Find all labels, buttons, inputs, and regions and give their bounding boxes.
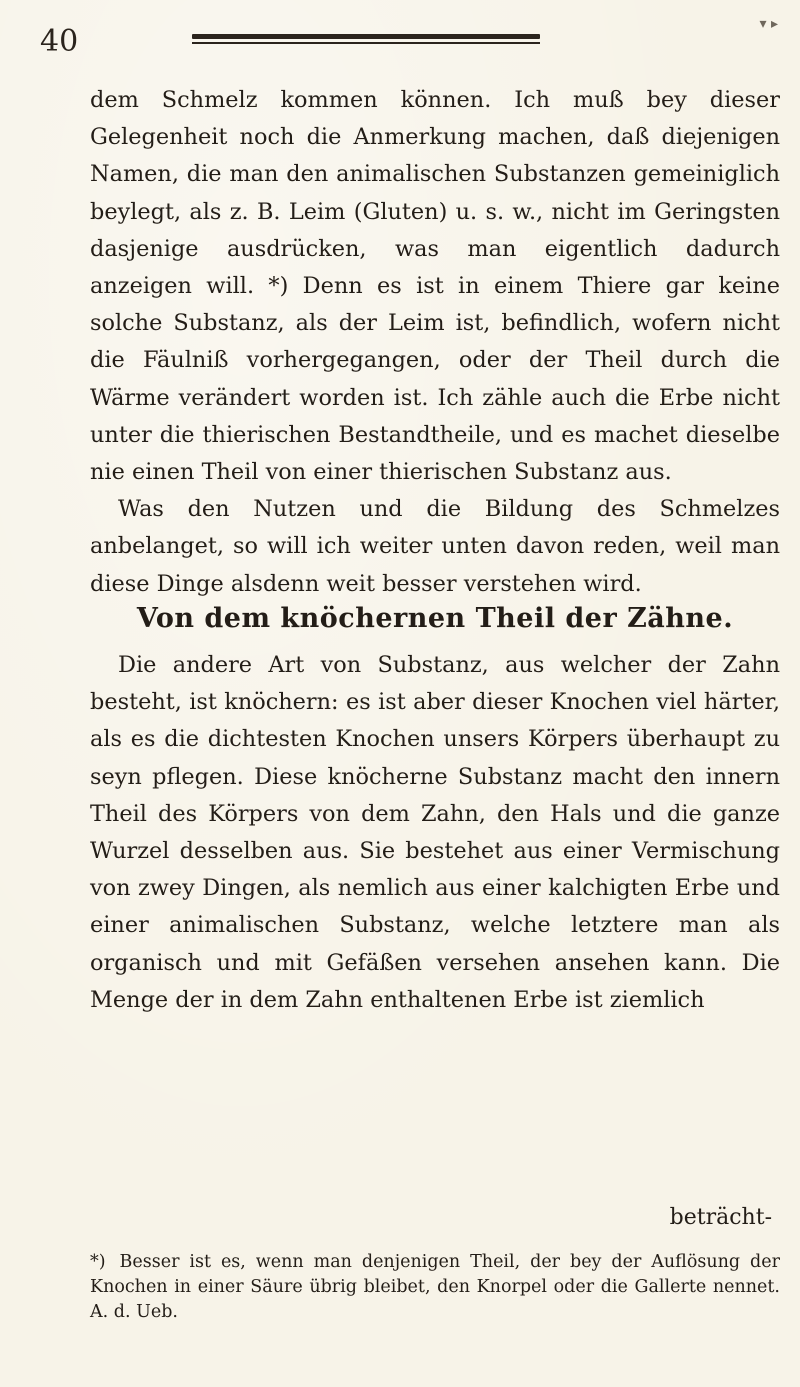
footnote	[90, 1250, 780, 1325]
section-heading: Von dem knöchernen Theil der Zähne.	[136, 603, 734, 634]
paragraph-3: Die andere Art von Substanz, aus welcher der Zahn besteht, ist knöchern: es ist aber dieser Knochen viel härter, als es die dichtesten Knochen unsers Körpers überhaupt zu seyn pflegen. Diese knöcherne Substanz macht den innern Theil des Körpers von dem Zahn, den Hals und die ganze Wurzel desselben aus. Sie bestehet aus einer Vermischung von zwey Dingen, als nemlich aus einer kalchigten Erbe und einer animalischen Substanz, welche letztere man als organisch und mit Gefäßen versehen ansehen kann. Die Menge der in dem Zahn enthaltenen Erbe ist ziemlich	[90, 652, 780, 1013]
margin-mark: ▾ ▸	[759, 16, 778, 32]
paragraph-1: dem Schmelz kommen können. Ich muß bey dieser Gelegenheit noch die Anmerkung machen, daß diejenigen Namen, die man den animalischen Substanzen gemeiniglich beylegt, als z. B. Leim (Gluten) u. s. w., nicht im Geringsten dasjenige ausdrücken, was man eigentlich dadurch anzeigen will. *) Denn es ist in einem Thiere gar keine solche Substanz, als der Leim ist, befindlich, wofern nicht die Fäulniß vorhergegangen, oder der Theil durch die Wärme verändert worden ist. Ich zähle auch die Erbe nicht unter die thierischen Bestandtheile, und es machet dieselbe nie einen Theil von einer thierischen Substanz aus.	[90, 87, 780, 486]
page-header	[40, 14, 778, 62]
header-rule-thin	[192, 42, 540, 44]
body-text-top	[90, 82, 780, 603]
page-number: 40	[40, 24, 79, 59]
catchword: beträcht-	[669, 1205, 772, 1230]
paragraph-2: Was den Nutzen und die Bildung des Schmelzes anbelanget, so will ich weiter unten davon reden, weil man diese Dinge alsdenn weit besser verstehen wird.	[90, 496, 780, 597]
footnote-text: Besser ist es, wenn man denjenigen Theil, der bey der Auflösung der Knochen in einer Säure übrig bleibet, den Knorpel oder die Gallerte nennet. A. d. Ueb.	[90, 1252, 780, 1322]
header-rule	[192, 34, 540, 39]
body-text-bottom	[90, 647, 780, 1019]
footnote-marker: *)	[90, 1252, 106, 1272]
